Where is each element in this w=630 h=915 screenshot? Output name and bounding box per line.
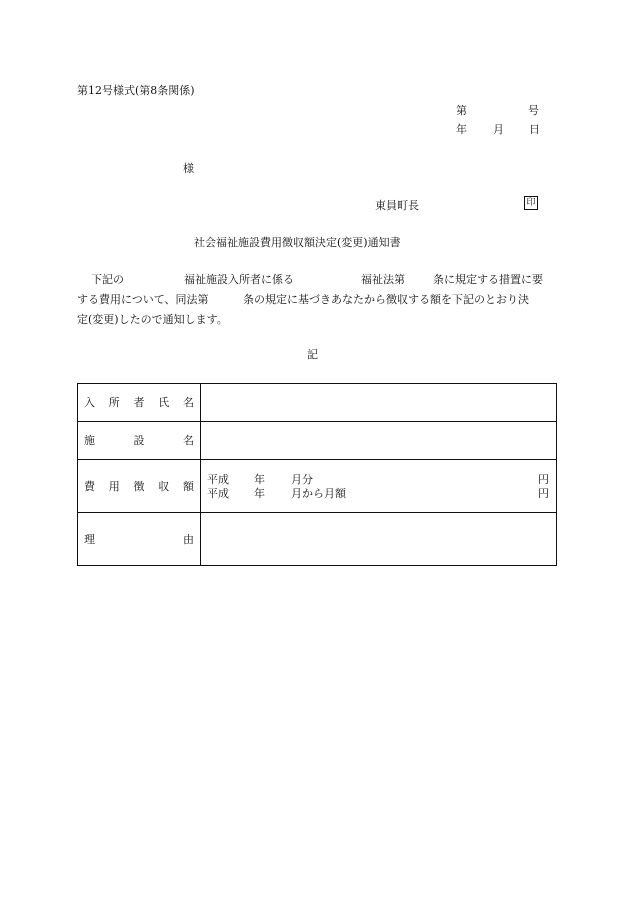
body-text: 条の規定に基づきあなたから徴収する額を下記のとおり決 bbox=[243, 293, 529, 306]
label-reason: 理 由 bbox=[78, 513, 201, 566]
label-facility-name: 施 設 名 bbox=[78, 422, 201, 460]
issuer-name: 東員町長 bbox=[375, 199, 419, 212]
seal-stamp: 印 bbox=[524, 196, 538, 210]
date-year: 年 bbox=[456, 123, 467, 136]
value-resident-name[interactable] bbox=[201, 384, 557, 422]
value-facility-name[interactable] bbox=[201, 422, 557, 460]
date-day: 日 bbox=[529, 123, 540, 136]
body-text: する費用について、同法第 bbox=[77, 293, 209, 306]
body-text: 条に規定する措置に要 bbox=[433, 273, 543, 286]
form-label: 第12号様式(第8条関係) bbox=[77, 84, 195, 97]
record-table bbox=[77, 383, 557, 566]
body-text: 定(変更)したので通知します。 bbox=[77, 313, 228, 326]
record-heading: 記 bbox=[307, 348, 318, 361]
body-text: 福祉法第 bbox=[361, 273, 405, 286]
table-row-fee-amount bbox=[78, 460, 557, 513]
body-text: 下記の bbox=[91, 273, 124, 286]
document-title: 社会福祉施設費用徴収額決定(変更)通知書 bbox=[194, 236, 401, 249]
label-resident-name: 入 所 者 氏 名 bbox=[78, 384, 201, 422]
date-month: 月 bbox=[493, 123, 504, 136]
fee-line-from-month: 平成 年 月から月額 円 bbox=[207, 486, 549, 500]
addressee-honorific: 様 bbox=[183, 162, 194, 175]
table-row-resident-name bbox=[78, 384, 557, 422]
table-row-reason bbox=[78, 513, 557, 566]
document-number-prefix: 第 bbox=[456, 104, 467, 117]
value-reason[interactable] bbox=[201, 513, 557, 566]
document-number-suffix: 号 bbox=[528, 104, 539, 117]
label-fee-amount: 費 用 徴 収 額 bbox=[78, 460, 201, 513]
table-row-facility-name bbox=[78, 422, 557, 460]
value-fee-amount[interactable] bbox=[201, 460, 557, 513]
fee-line-monthly: 平成 年 月分 円 bbox=[207, 472, 549, 486]
body-text: 福祉施設入所者に係る bbox=[184, 273, 294, 286]
